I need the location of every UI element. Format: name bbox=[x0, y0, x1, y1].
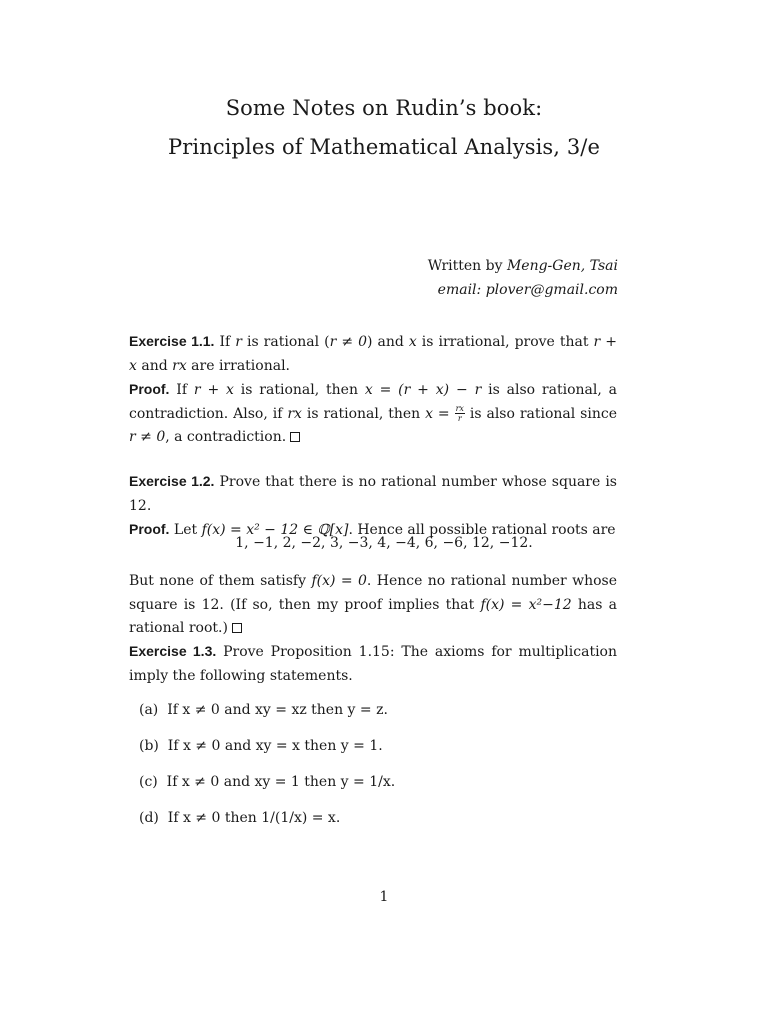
math: r + x bbox=[129, 334, 618, 374]
proof-label: Proof. bbox=[129, 521, 170, 537]
text: and bbox=[136, 357, 173, 374]
title-line-2: Principles of Mathematical Analysis, 3/e bbox=[168, 135, 600, 159]
item-text: If x ≠ 0 and xy = 1 then y = 1/x. bbox=[166, 774, 396, 790]
list-item bbox=[139, 810, 340, 826]
text: But none of them satisfy bbox=[129, 573, 312, 589]
math: x = bbox=[425, 405, 450, 422]
text: is rational, then bbox=[233, 382, 365, 398]
text: is also rational since bbox=[464, 405, 617, 422]
author-line bbox=[428, 258, 618, 274]
math: r bbox=[235, 334, 242, 350]
math: x = (r + x) − r bbox=[364, 382, 482, 398]
text: . Hence all possible rational roots are bbox=[348, 522, 616, 538]
item-text: If x ≠ 0 and xy = x then y = 1. bbox=[167, 738, 383, 754]
exercise-1-2-conclusion bbox=[129, 570, 617, 641]
qed-icon bbox=[232, 623, 242, 633]
fraction-rx-over-r bbox=[455, 404, 465, 423]
text: If bbox=[214, 334, 236, 350]
exercise-label: Exercise 1.3. bbox=[129, 643, 217, 659]
item-tag: (d) bbox=[139, 810, 159, 826]
text: Prove that there is no rational number whose square is 12. bbox=[129, 474, 617, 514]
page-number: 1 bbox=[379, 889, 389, 905]
text: is rational, then bbox=[301, 405, 426, 422]
math: rx bbox=[172, 357, 187, 374]
title-line-1: Some Notes on Rudin’s book: bbox=[225, 96, 543, 120]
proof-label: Proof. bbox=[129, 381, 170, 397]
item-tag: (c) bbox=[139, 774, 158, 790]
exercise-1-3 bbox=[129, 640, 617, 688]
math: f(x) = x² − 12 ∈ ℚ[x] bbox=[201, 522, 349, 538]
list-item bbox=[139, 702, 388, 718]
item-text: If x ≠ 0 then 1/(1/x) = x. bbox=[167, 810, 341, 826]
text: If bbox=[169, 382, 194, 398]
text: are irrational. bbox=[186, 357, 290, 374]
math: f(x) = x²−12 bbox=[480, 596, 572, 613]
text: has a rational root.) bbox=[129, 596, 618, 636]
item-tag: (b) bbox=[139, 738, 159, 754]
written-by-label: Written by bbox=[427, 258, 503, 274]
exercise-label: Exercise 1.1. bbox=[129, 333, 215, 349]
denominator: r bbox=[457, 414, 462, 423]
numerator: rx bbox=[455, 404, 464, 413]
author-name: Meng-Gen, Tsai bbox=[506, 258, 618, 274]
qed-icon bbox=[290, 432, 300, 442]
math: r ≠ 0 bbox=[329, 334, 367, 350]
math: f(x) = 0 bbox=[311, 573, 367, 589]
exercise-1-2 bbox=[129, 470, 617, 543]
math: x bbox=[408, 334, 417, 350]
list-item bbox=[139, 774, 395, 790]
list-item bbox=[139, 738, 383, 754]
math: r + x bbox=[193, 382, 234, 398]
text: . Hence no rational number whose square is 12. (If so, then my proof implies that bbox=[129, 573, 618, 613]
math: r ≠ 0 bbox=[129, 429, 166, 445]
math: rx bbox=[287, 405, 302, 422]
text: Prove Proposition 1.15: The axioms for multiplication imply the following statements. bbox=[129, 644, 617, 684]
text: is rational ( bbox=[241, 334, 330, 350]
exercise-1-1 bbox=[129, 330, 617, 450]
item-tag: (a) bbox=[139, 702, 159, 718]
rational-roots-list: 1, −1, 2, −2, 3, −3, 4, −4, 6, −6, 12, −12. bbox=[235, 535, 533, 551]
item-text: If x ≠ 0 and xy = xz then y = z. bbox=[167, 702, 388, 718]
text: Let bbox=[169, 522, 202, 538]
text: is also rational, a contradiction. Also, if bbox=[129, 382, 617, 422]
exercise-label: Exercise 1.2. bbox=[129, 473, 215, 489]
author-email: email: plover@gmail.com bbox=[437, 282, 618, 298]
text: ) and bbox=[367, 334, 409, 350]
text: is irrational, prove that bbox=[416, 334, 594, 350]
text: , a contradiction. bbox=[165, 429, 287, 445]
